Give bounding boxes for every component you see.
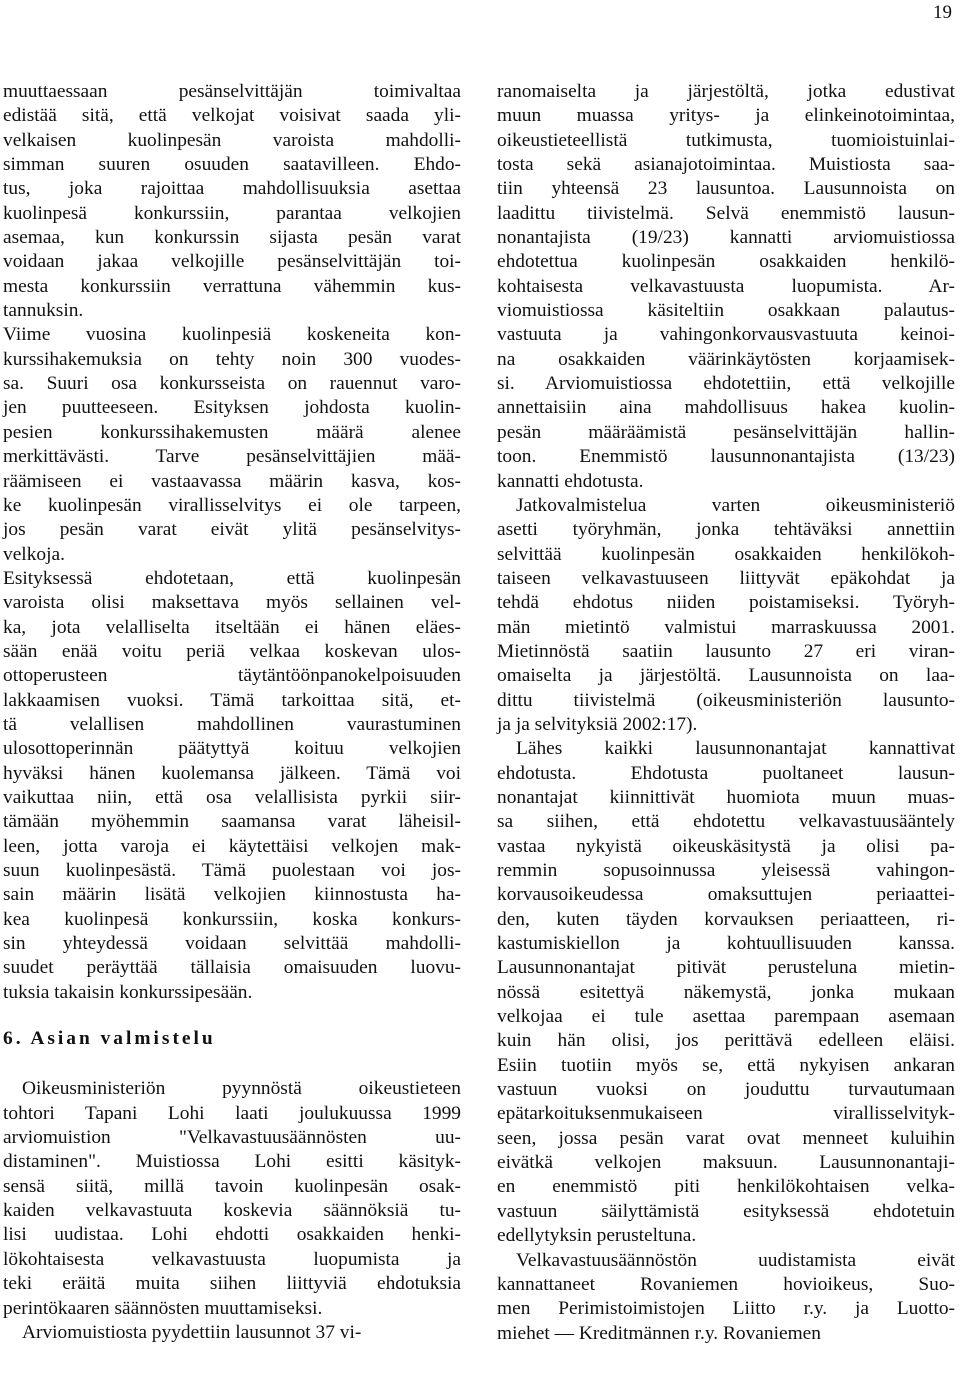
text-line: Oikeusministeriön pyynnöstä oikeustieteen <box>22 1078 461 1100</box>
text-line: edistää sitä, että velkojat voisivat saada yli- <box>3 105 461 127</box>
text-line: perintökaaren säännösten muuttamiseksi. <box>3 1297 323 1319</box>
right-column <box>497 80 955 1346</box>
text-line: kuolinpesä konkurssiin, parantaa velkojien <box>3 202 461 224</box>
text-line: toon. Enemmistö lausunnonantajista (13/23) <box>497 446 955 468</box>
text-line: jen puutteeseen. Esityksen johdosta kuolin- <box>3 397 461 419</box>
text-line: lisi uudistaa. Lohi ehdotti osakkaiden henki- <box>3 1224 461 1246</box>
text-line: vastuun säilyttämistä esityksessä ehdotetuin <box>497 1200 955 1222</box>
text-line: jos pesän varat eivät ylitä pesänselvitys- <box>3 519 461 541</box>
text-line: en enemmistö piti henkilökohtaisen velka- <box>497 1176 955 1198</box>
paragraph <box>497 80 955 494</box>
text-line: muuttaessaan pesänselvittäjän toimivaltaa <box>3 81 461 102</box>
paragraph <box>3 1077 461 1320</box>
text-line: nonantajista (19/23) kannatti arviomuistiossa <box>497 227 955 249</box>
text-line: suun kuolinpesästä. Tämä puolestaan voi jos- <box>3 860 461 881</box>
text-line: räämiseen ei vastaavassa määrin kasva, kos- <box>3 470 461 492</box>
text-line: vastaa nykyistä oikeuskäsitystä ja olisi pa- <box>497 835 955 857</box>
text-line: leen, jotta varoja ei käytettäisi velkojen mak- <box>3 835 461 857</box>
text-line: velkoja. <box>3 543 65 565</box>
text-line: taiseen velkavastuuseen liittyvät epäkohdat ja <box>497 567 955 589</box>
text-line: ke kuolinpesän virallisselvitys ei ole tarpeen, <box>3 494 461 516</box>
text-line: merkittävästi. Tarve pesänselvittäjien mää- <box>3 446 461 468</box>
text-line: Viime vuosina kuolinpesiä koskeneita kon- <box>3 324 461 346</box>
text-line: sain määrin lisätä velkojien kiinnostusta ha- <box>3 884 461 906</box>
text-line: simman suuren osuuden saatavilleen. Ehdo- <box>3 154 461 176</box>
text-line: oikeustieteellistä tutkimusta, tuomioistuinlai- <box>497 129 955 151</box>
text-line: sa. Suuri osa konkursseista on rauennut varo- <box>3 373 461 395</box>
text-line: tosta sekä asianajotoimintaa. Muistiosta saa- <box>497 154 955 176</box>
text-line: mesta konkurssiin verrattuna vähemmin kus- <box>3 275 461 297</box>
text-line: vastuuta ja vahingonkorvausvastuuta keinoi- <box>497 324 955 346</box>
text-line: epätarkoituksenmukaiseen virallisselvityk- <box>497 1103 955 1125</box>
text-line: Arviomuistiosta pyydettiin lausunnot 37 vi- <box>22 1321 362 1343</box>
text-line: ranomaiselta ja järjestöltä, jotka edustivat <box>497 81 955 102</box>
text-line: tehdä ehdotus niiden poistamiseksi. Työryh- <box>497 592 955 614</box>
text-line: sään enää voitu periä velkaa koskevan ulos- <box>3 640 461 662</box>
section-heading: 6. Asian valmistelu <box>3 1028 216 1050</box>
text-line: Jatkovalmistelua varten oikeusministeriö <box>516 494 955 516</box>
text-line: viomuistiossa käsiteltiin osakkaan palautus- <box>497 300 955 322</box>
paragraph <box>497 494 955 737</box>
paragraph <box>3 80 461 323</box>
text-line: tohtori Tapani Lohi laati joulukuussa 1999 <box>3 1102 461 1124</box>
text-line: tuksia takaisin konkurssipesään. <box>3 981 253 1003</box>
text-line: lökohtaisesta velkavastuusta luopumista ja <box>3 1248 461 1270</box>
text-line: sensä siitä, millä tavoin kuolinpesän osak- <box>3 1175 461 1197</box>
text-line: kannatti ehdotusta. <box>497 470 644 492</box>
text-line: edellytyksin perusteltuna. <box>497 1225 697 1247</box>
text-line: teki eräitä muita siihen liittyviä ehdotuksia <box>3 1273 461 1295</box>
text-line: voidaan jakaa velkojille pesänselvittäjän toi- <box>3 251 461 273</box>
paragraph <box>497 737 955 1248</box>
text-line: si. Arviomuistiossa ehdotettiin, että velkojille <box>497 373 955 395</box>
text-line: pesien konkurssihakemusten määrä alenee <box>3 421 461 443</box>
text-line: suudet peräyttää tällaisia omaisuuden luovu- <box>3 957 461 979</box>
text-line: ehdotettua kuolinpesän osakkaiden henkilö- <box>497 251 955 273</box>
text-line: tus, joka rajoittaa mahdollisuuksia asettaa <box>3 178 461 200</box>
text-line: sin yhteydessä voidaan selvittää mahdolli- <box>3 933 461 955</box>
left-column <box>3 80 461 1345</box>
text-line: ottoperusteen täytäntöönpanokelpoisuuden <box>3 665 461 687</box>
text-line: pesän määräämistä pesänselvittäjän hallin- <box>497 421 955 443</box>
text-line: varoista olisi maksettava myös sellainen vel- <box>3 592 461 614</box>
text-line: korvausoikeudessa omaksuttujen periaattei- <box>497 884 955 906</box>
text-line: nössä esitettyä näkemystä, jonka mukaan <box>497 981 955 1003</box>
text-line: Esiin tuotiin myös se, että nykyisen ankaran <box>497 1054 955 1076</box>
text-line: velkojaa ei tule asettaa parempaan asemaan <box>497 1006 955 1028</box>
text-line: den, kuten täyden korvauksen periaatteen, ri- <box>497 908 955 930</box>
text-line: sa siihen, että ehdotettu velkavastuusääntely <box>497 811 955 833</box>
text-line: kurssihakemuksia on tehty noin 300 vuodes- <box>3 348 461 370</box>
text-line: annettaisiin aina mahdollisuus hakea kuolin- <box>497 397 955 419</box>
text-line: kaiden velkavastuuta koskevia säännöksiä tu- <box>3 1200 461 1222</box>
text-line: kohtaisesta velkavastuusta luopumista. Ar- <box>497 275 955 297</box>
text-line: selvittää kuolinpesän osakkaiden henkilökoh- <box>497 543 955 565</box>
text-line: ka, jota velalliselta itseltään ei hänen eläes- <box>3 616 461 638</box>
text-line: kuin hän olisi, jos perittävä edelleen eläisi. <box>497 1030 955 1052</box>
text-line: muun muassa yritys- ja elinkeinotoimintaa, <box>497 105 955 127</box>
text-line: ja ja selvityksiä 2002:17). <box>497 713 698 735</box>
text-line: dittu tiivistelmä (oikeusministeriön lausunto- <box>497 689 955 711</box>
text-line: na osakkaiden väärinkäytösten korjaamisek- <box>497 348 955 370</box>
text-line: tämään myöhemmin saamansa varat läheisil- <box>3 811 461 833</box>
text-line: tä velallisen mahdollinen vaurastuminen <box>3 713 461 735</box>
paragraph <box>3 567 461 1005</box>
text-line: ulosottoperinnän päätyttyä koituu velkojien <box>3 738 461 760</box>
text-line: asemaa, kun konkurssin sijasta pesän varat <box>3 227 461 249</box>
text-line: Velkavastuusäännöstön uudistamista eivät <box>516 1249 955 1271</box>
text-line: Lausunnonantajat pitivät perusteluna mietin- <box>497 957 955 979</box>
text-line: kastumiskiellon ja kohtuullisuuden kanssa. <box>497 933 955 955</box>
text-line: tannuksin. <box>3 300 84 322</box>
text-line: arviomuistion "Velkavastuusäännösten uu- <box>3 1127 461 1149</box>
text-line: miehet — Kreditmännen r.y. Rovaniemen <box>497 1322 821 1344</box>
text-line: laadittu tiivistelmä. Selvä enemmistö lausun- <box>497 202 955 224</box>
text-line: omaiselta ja järjestöltä. Lausunnoista on laa- <box>497 665 955 687</box>
text-line: Lähes kaikki lausunnonantajat kannattivat <box>516 738 955 760</box>
text-line: vaikuttaa niin, että osa velallisista pyrkii siir- <box>3 786 461 808</box>
text-line: vastuun vuoksi on jouduttu turvautumaan <box>497 1079 955 1101</box>
text-line: Esityksessä ehdotetaan, että kuolinpesän <box>3 567 461 589</box>
text-line: män mietintö valmistui marraskuussa 2001. <box>497 616 955 638</box>
text-line: men Perimistoimistojen Liitto r.y. ja Luotto- <box>497 1298 955 1320</box>
text-line: Mietinnöstä saatiin lausunto 27 eri viran- <box>497 640 955 662</box>
text-line: kannattaneet Rovaniemen hovioikeus, Suo- <box>497 1273 955 1295</box>
text-line: tiin yhteensä 23 lausuntoa. Lausunnoista on <box>497 178 955 200</box>
page-number: 19 <box>933 2 952 23</box>
text-line: asetti työryhmän, jonka tehtäväksi annettiin <box>497 519 955 541</box>
text-line: hyväksi hänen kuolemansa jälkeen. Tämä voi <box>3 762 461 784</box>
text-line: seen, jossa pesän varat ovat menneet kuluihin <box>497 1127 955 1149</box>
text-line: kea kuolinpesä konkurssiin, koska konkurs- <box>3 908 461 930</box>
paragraph <box>3 1321 461 1345</box>
text-line: lakkaamisen vuoksi. Tämä tarkoittaa sitä, et- <box>3 689 461 711</box>
text-line: remmin sopusoinnussa yleisessä vahingon- <box>497 860 955 881</box>
paragraph <box>497 1249 955 1346</box>
paragraph <box>3 323 461 566</box>
text-line: velkaisen kuolinpesän varoista mahdolli- <box>3 129 461 151</box>
text-line: eivätkä velkojen maksuun. Lausunnonantaji- <box>497 1152 955 1174</box>
text-line: distaminen". Muistiossa Lohi esitti käsityk- <box>3 1151 461 1173</box>
text-line: ehdotusta. Ehdotusta puoltaneet lausun- <box>497 762 955 784</box>
text-line: nonantajat kiinnittivät huomiota muun muas- <box>497 786 955 808</box>
